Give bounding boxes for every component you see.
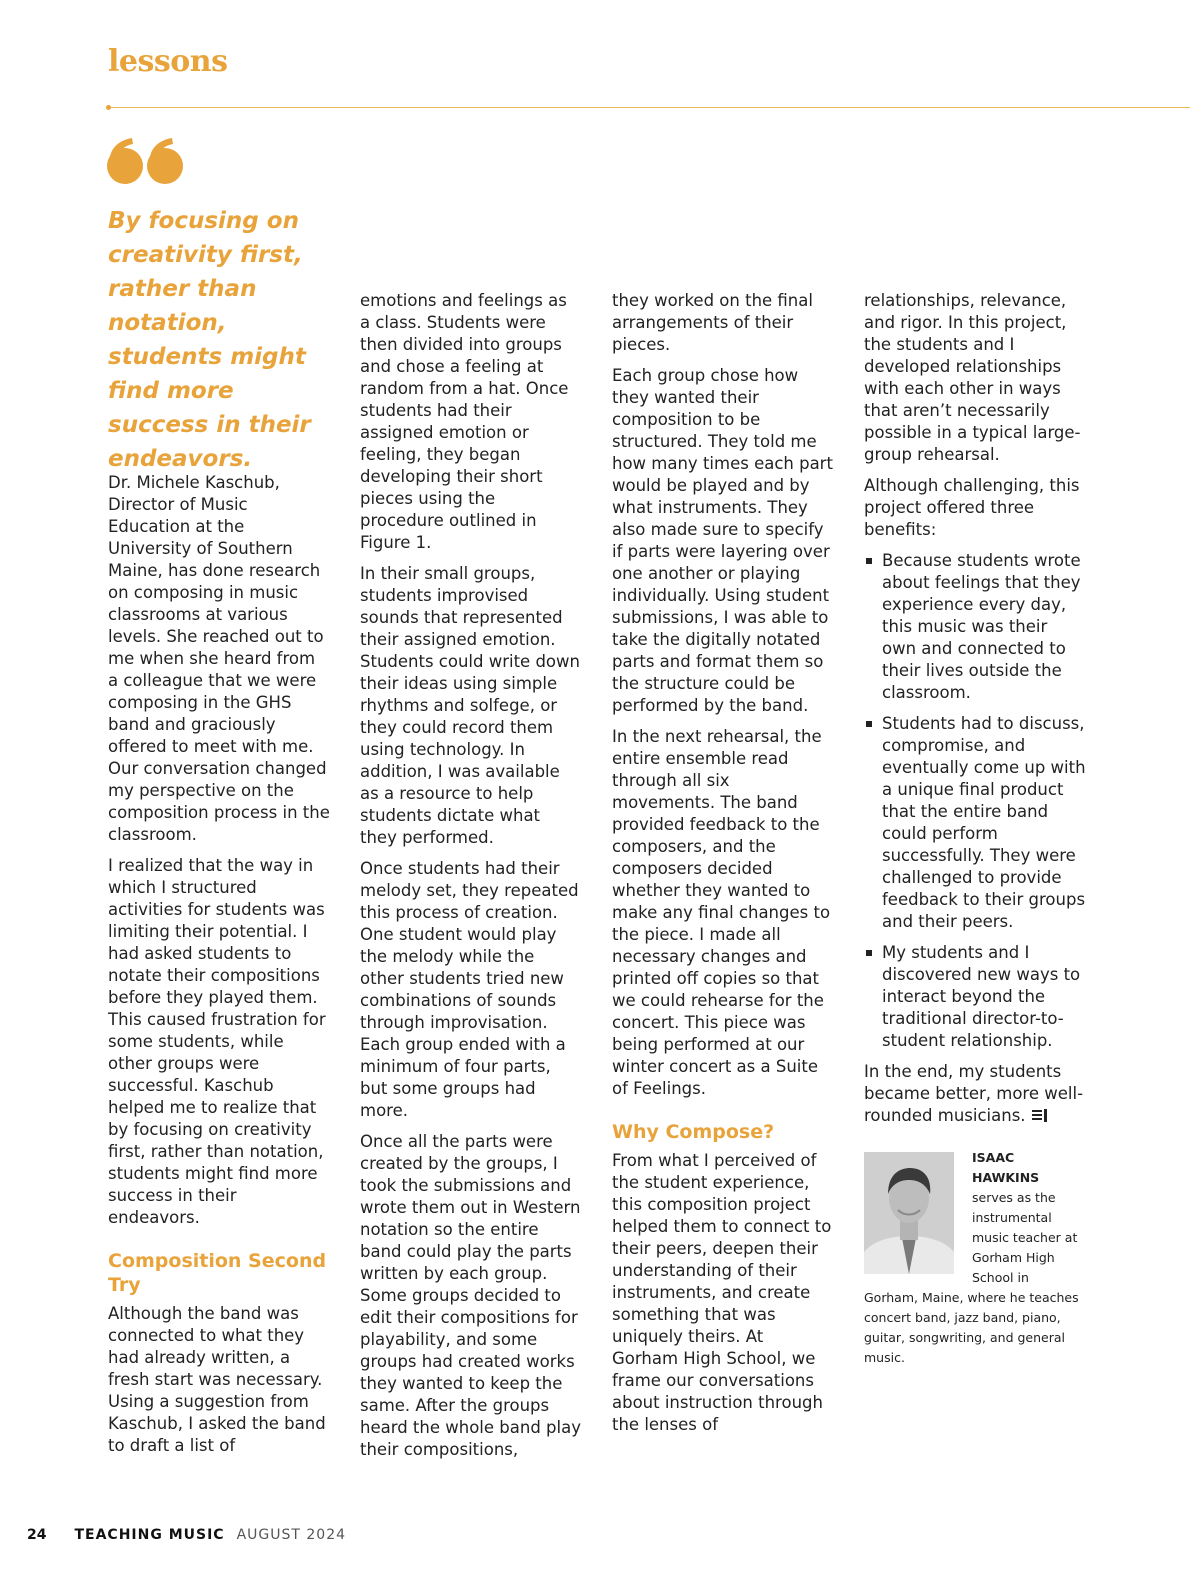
author-bio: serves as the instrumental music teacher at Gorham High School in bbox=[972, 1190, 1078, 1285]
paragraph: Each group chose how they wanted their composition to be structured. They told me how many times each part would be played and by what instruments. They also made sure to specify if parts were layering over one another or playing individually. Using student submissions, I was able to take the digitally notated parts and format them so the structure could be performed by the band. bbox=[612, 366, 833, 715]
paragraph: Once students had their melody set, they repeated this process of creation. One student would play the melody while the other students tried new combinations of sounds through improvisation. Each group ended with a minimum of four parts, but some groups had more. bbox=[360, 859, 579, 1120]
paragraph: Dr. Michele Kaschub, Director of Music Education at the University of Southern Maine, has done research on composing in music classrooms at various levels. She reached out to me when she heard from a colleague that we were composing in the GHS band and graciously offered to meet with me. Our conversation changed my perspective on the composition process in the classroom. bbox=[108, 473, 330, 844]
paragraph: they worked on the final arrangements of their pieces. bbox=[612, 291, 813, 354]
benefits-list bbox=[864, 550, 1086, 1052]
magazine-name: TEACHING MUSIC bbox=[74, 1527, 225, 1543]
article-column-2 bbox=[360, 290, 582, 1470]
issue-date: AUGUST 2024 bbox=[236, 1527, 347, 1543]
paragraph: In the next rehearsal, the entire ensemble read through all six movements. The band provided feedback to the composers, and the composers decided whether they wanted to make any final changes to the piece. I made all necessary changes and printed off copies so that we could rehearse for the concert. This piece was being performed at our winter concert as a Suite of Feelings. bbox=[612, 727, 831, 1098]
paragraph: From what I perceived of the student experience, this composition project helped them to connect to their peers, deepen their understanding of their instruments, and create something that was uniquely theirs. At Gorham High School, we frame our conversations about instruction through the lenses of bbox=[612, 1151, 832, 1434]
end-of-article-icon bbox=[1032, 1109, 1048, 1123]
paragraph: relationships, relevance, and rigor. In this project, the students and I developed relationships with each other in ways that aren’t necessarily possible in a typical large-group rehearsal. bbox=[864, 291, 1081, 464]
paragraph: Although the band was connected to what they had already written, a fresh start was necessary. Using a suggestion from Kaschub, I asked the band to draft a list of bbox=[108, 1304, 326, 1455]
author-portrait-icon bbox=[864, 1152, 954, 1274]
paragraph: I realized that the way in which I structured activities for students was limiting their potential. I had asked students to notate their compositions before they played them. This caused frustration for some students, while other groups were successful. Kaschub helped me to realize that by focusing on creativity first, rather than notation, students might find more success in their endeavors. bbox=[108, 856, 326, 1227]
quote-mark-icon bbox=[106, 136, 186, 186]
article-column-4 bbox=[864, 290, 1086, 1136]
header-divider-dot bbox=[106, 105, 111, 110]
article-column-1 bbox=[108, 472, 330, 1466]
author-bio-continued: Gorham, Maine, where he teaches concert band, jazz band, piano, guitar, songwriting, and general music. bbox=[864, 1290, 1079, 1365]
article-column-3 bbox=[612, 290, 834, 1445]
closing-text: In the end, my students became better, more well-rounded musicians. bbox=[864, 1062, 1084, 1125]
header-divider bbox=[108, 107, 1190, 108]
section-label: lessons bbox=[108, 44, 228, 79]
subhead-why-compose: Why Compose? bbox=[612, 1121, 775, 1143]
author-name: ISAAC HAWKINS bbox=[972, 1150, 1040, 1185]
list-item: Because students wrote about feelings that they experience every day, this music was their own and connected to their lives outside the classroom. bbox=[864, 550, 1086, 704]
pull-quote: By focusing on creativity first, rather than notation, students might find more success in their endeavors. bbox=[108, 208, 311, 472]
paragraph: Although challenging, this project offered three benefits: bbox=[864, 476, 1080, 539]
closing-paragraph bbox=[864, 1061, 1086, 1127]
list-item: My students and I discovered new ways to interact beyond the traditional director-to-student relationship. bbox=[864, 942, 1086, 1052]
paragraph: In their small groups, students improvised sounds that represented their assigned emotion. Students could write down their ideas using simple rhythms and solfege, or they could record them using technology. In addition, I was available as a resource to help students dictate what they performed. bbox=[360, 564, 580, 847]
paragraph: Once all the parts were created by the groups, I took the submissions and wrote them out in Western notation so the entire band could play the parts written by each group. Some groups decided to edit their compositions for playability, and some groups had created works they wanted to keep the same. After the groups heard the whole band play their compositions, bbox=[360, 1132, 581, 1459]
author-photo bbox=[864, 1152, 954, 1274]
subhead-composition-second-try: Composition Second Try bbox=[108, 1250, 327, 1296]
paragraph: emotions and feelings as a class. Students were then divided into groups and chose a feeling at random from a hat. Once students had their assigned emotion or feeling, they began developing their short pieces using the procedure outlined in Figure 1. bbox=[360, 291, 569, 552]
page-footer bbox=[27, 1526, 346, 1544]
page-number: 24 bbox=[27, 1527, 47, 1543]
list-item: Students had to discuss, compromise, and eventually come up with a unique final product that the entire band could perform successfully. They were challenged to provide feedback to their groups and their peers. bbox=[864, 713, 1086, 933]
